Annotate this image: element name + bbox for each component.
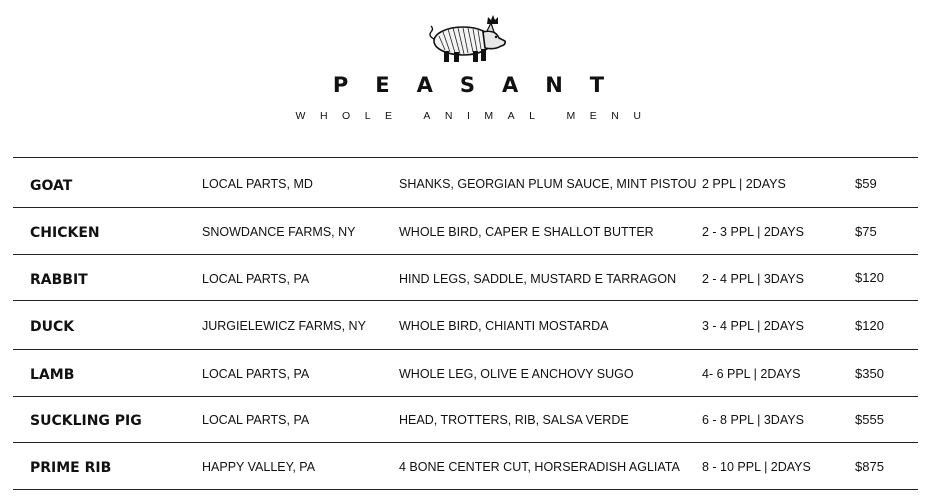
animal-name: SUCKLING PIG <box>30 413 142 429</box>
animal-origin: LOCAL PARTS, PA <box>202 413 310 427</box>
animal-name: RABBIT <box>30 272 88 288</box>
brand-title: PEASANT <box>332 73 632 97</box>
price: $75 <box>855 224 877 239</box>
animal-preparation: WHOLE BIRD, CHIANTI MOSTARDA <box>399 319 609 333</box>
price: $120 <box>855 318 884 333</box>
animal-preparation: WHOLE LEG, OLIVE E ANCHOVY SUGO <box>399 367 634 381</box>
animal-preparation: 4 BONE CENTER CUT, HORSERADISH AGLIATA <box>399 460 680 474</box>
menu-row-goat <box>13 158 918 208</box>
serves-info: 4- 6 PPL | 2DAYS <box>702 367 801 381</box>
animal-preparation: SHANKS, GEORGIAN PLUM SAUCE, MINT PISTOU <box>399 177 697 191</box>
price: $59 <box>855 176 877 191</box>
serves-info: 6 - 8 PPL | 3DAYS <box>702 413 804 427</box>
crowned-pig-icon <box>425 14 509 66</box>
menu-row-prime-rib <box>13 443 918 490</box>
animal-preparation: WHOLE BIRD, CAPER E SHALLOT BUTTER <box>399 225 654 239</box>
animal-preparation: HEAD, TROTTERS, RIB, SALSA VERDE <box>399 413 629 427</box>
menu-row-chicken <box>13 208 918 255</box>
animal-name: DUCK <box>30 319 75 335</box>
menu-subtitle: WHOLE ANIMAL MENU <box>295 110 656 122</box>
animal-name: GOAT <box>30 178 73 194</box>
whole-animal-menu-table <box>13 157 918 490</box>
price: $875 <box>855 459 884 474</box>
animal-origin: SNOWDANCE FARMS, NY <box>202 225 356 239</box>
price: $120 <box>855 270 884 285</box>
animal-origin: LOCAL PARTS, PA <box>202 272 310 286</box>
price: $555 <box>855 412 884 427</box>
animal-origin: LOCAL PARTS, MD <box>202 177 313 191</box>
menu-row-suckling-pig <box>13 397 918 443</box>
animal-preparation: HIND LEGS, SADDLE, MUSTARD E TARRAGON <box>399 272 677 286</box>
menu-row-lamb <box>13 350 918 397</box>
menu-row-rabbit <box>13 255 918 301</box>
menu-row-duck <box>13 301 918 350</box>
animal-origin: LOCAL PARTS, PA <box>202 367 310 381</box>
animal-origin: HAPPY VALLEY, PA <box>202 460 316 474</box>
serves-info: 2 PPL | 2DAYS <box>702 177 786 191</box>
price: $350 <box>855 366 884 381</box>
serves-info: 3 - 4 PPL | 2DAYS <box>702 319 804 333</box>
animal-name: CHICKEN <box>30 225 100 241</box>
serves-info: 8 - 10 PPL | 2DAYS <box>702 460 811 474</box>
serves-info: 2 - 4 PPL | 3DAYS <box>702 272 804 286</box>
serves-info: 2 - 3 PPL | 2DAYS <box>702 225 804 239</box>
animal-origin: JURGIELEWICZ FARMS, NY <box>202 319 366 333</box>
animal-name: PRIME RIB <box>30 460 112 476</box>
animal-name: LAMB <box>30 367 75 383</box>
